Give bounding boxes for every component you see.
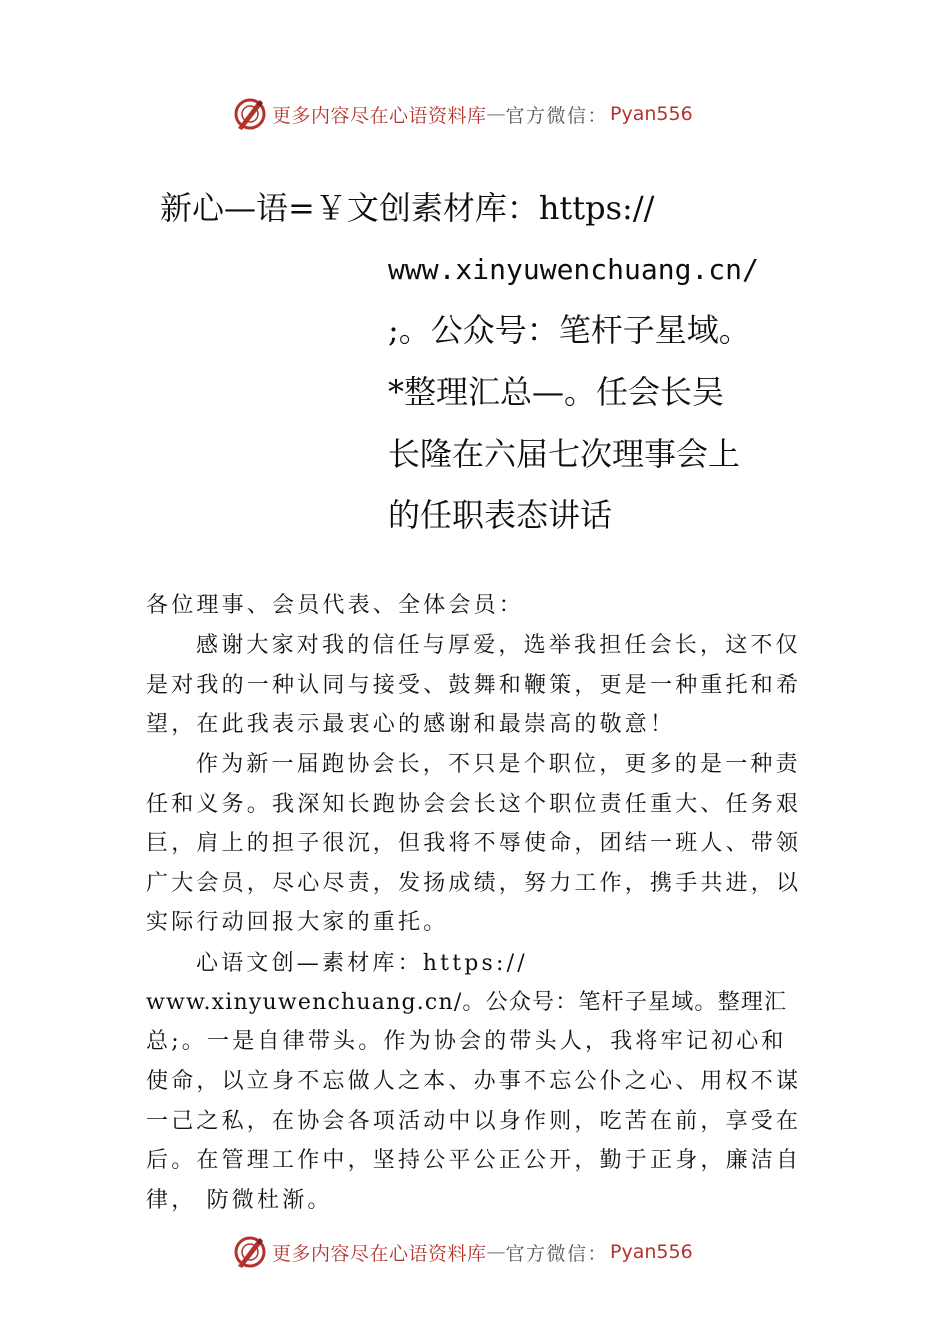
pen-circle-logo-icon xyxy=(232,96,268,132)
title-line-1: 新心—语=￥文创素材库：https:// xyxy=(160,189,655,227)
body-line: 总;。一是自律带头。作为协会的带头人，我将牢记初心和 xyxy=(146,1029,787,1054)
body-line: 使命，以立身不忘做人之本、办事不忘公仆之心、用权不谋 xyxy=(146,1069,802,1094)
watermark-text: 更多内容尽在心语资料库 xyxy=(272,1242,487,1265)
watermark-dash: — xyxy=(486,103,506,125)
body-line: 望，在此我表示最衷心的感谢和最崇高的敬意！ xyxy=(146,712,676,737)
watermark-dash: — xyxy=(486,1241,506,1263)
watermark-text: 更多内容尽在心语资料库 xyxy=(272,104,487,127)
header-watermark xyxy=(232,94,693,134)
watermark-wechat-label: 官方微信： xyxy=(505,1242,609,1265)
watermark-wechat-id: Pyan556 xyxy=(610,1241,693,1263)
body-line: 后。在管理工作中，坚持公平公正公开，勤于正身，廉洁自 xyxy=(146,1148,802,1173)
body-line: 律， 防微杜渐。 xyxy=(146,1188,333,1213)
body-line: 实际行动回报大家的重托。 xyxy=(146,910,449,935)
watermark-wechat-label: 官方微信： xyxy=(505,104,609,127)
body-line: www.xinyuwenchuang.cn/。公众号：笔杆子星域。整理汇 xyxy=(146,990,788,1015)
salutation: 各位理事、会员代表、全体会员： xyxy=(146,593,525,618)
body-line: 广大会员，尽心尽责，发扬成绩，努力工作，携手共进，以 xyxy=(146,871,802,896)
pen-circle-logo-icon xyxy=(232,1234,268,1270)
title-line-2: www.xinyuwenchuang.cn/ xyxy=(388,253,759,286)
title-line-6: 的任职表态讲话 xyxy=(388,496,613,534)
title-line-3: ;。公众号：笔杆子星域。 xyxy=(388,311,751,349)
body-line: 感谢大家对我的信任与厚爱，选举我担任会长，这不仅 xyxy=(196,633,801,658)
body-line: 是对我的一种认同与接受、鼓舞和鞭策，更是一种重托和希 xyxy=(146,673,802,698)
watermark-wechat-id: Pyan556 xyxy=(610,103,693,125)
footer-watermark xyxy=(232,1232,693,1272)
body-line: 任和义务。我深知长跑协会会长这个职位责任重大、任务艰 xyxy=(146,792,802,817)
title-line-5: 长隆在六届七次理事会上 xyxy=(388,435,741,473)
title-line-4: *整理汇总—。任会长吴 xyxy=(388,373,725,411)
body-line: 一己之私，在协会各项活动中以身作则，吃苦在前，享受在 xyxy=(146,1109,802,1134)
body-line: 心语文创—素材库：https:// xyxy=(196,951,528,976)
body-line: 作为新一届跑协会长，不只是个职位，更多的是一种责 xyxy=(196,752,801,777)
body-line: 巨，肩上的担子很沉，但我将不辱使命，团结一班人、带领 xyxy=(146,831,802,856)
